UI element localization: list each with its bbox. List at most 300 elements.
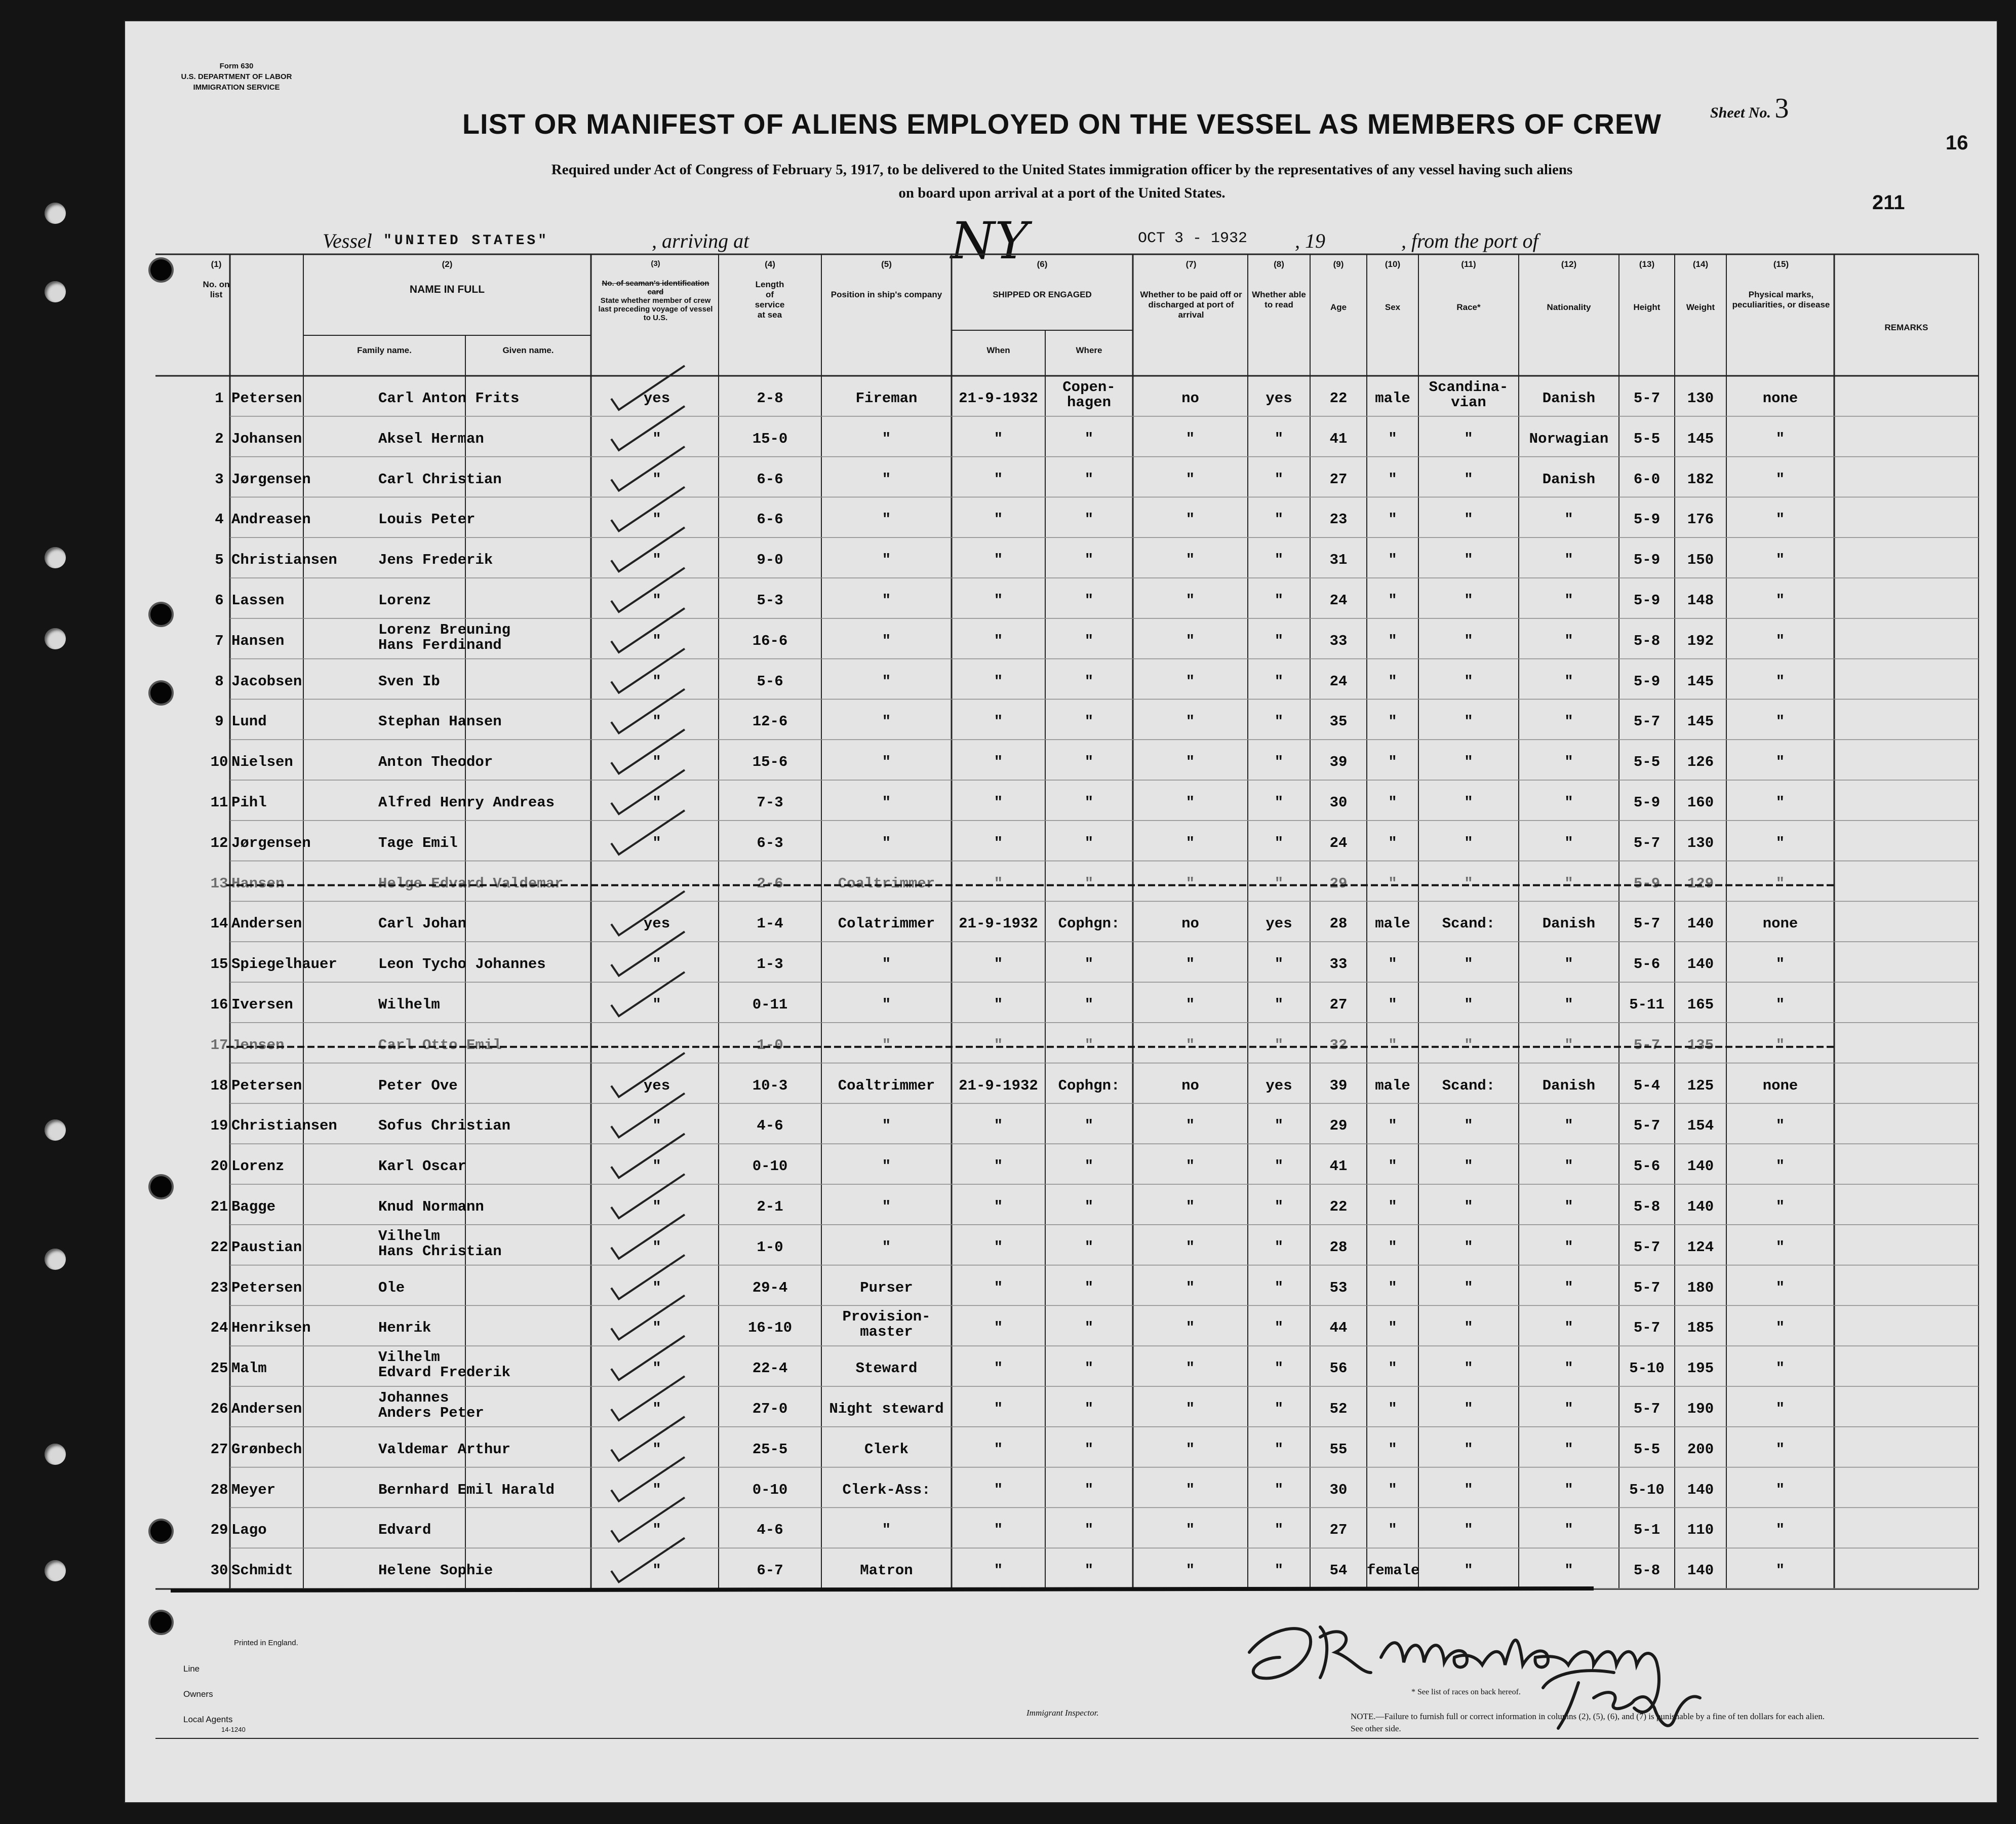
cell-given: Anton Theodor — [378, 754, 493, 771]
cell-paid: " — [1185, 1522, 1195, 1539]
cell-sex: " — [1388, 471, 1397, 488]
punch-hole — [45, 547, 66, 568]
cell-marks: " — [1775, 1036, 1785, 1054]
cell-race: " — [1464, 430, 1473, 447]
cell-service: 5-3 — [757, 592, 783, 609]
arriving-port: NY — [951, 211, 1029, 270]
cell-age: 32 — [1329, 1036, 1348, 1054]
col-heading-shipped: (6) SHIPPED OR ENGAGED — [993, 259, 1092, 299]
cell-read: " — [1274, 1522, 1284, 1539]
cell-race: " — [1464, 996, 1473, 1013]
arrival-date: OCT 3 - 1932 — [1138, 230, 1248, 247]
cell-read: " — [1274, 956, 1284, 973]
cell-service: 4-6 — [757, 1522, 783, 1539]
cell-race: " — [1464, 794, 1473, 811]
cell-no: 18 — [210, 1077, 228, 1094]
cell-no: 13 — [210, 875, 228, 892]
form-code: 14-1240 — [221, 1726, 246, 1733]
col-heading-height: (13) Height — [1633, 259, 1661, 312]
cell-height: 5-7 — [1633, 915, 1661, 933]
cell-paid: " — [1185, 996, 1195, 1013]
cell-position: Clerk-Ass: — [842, 1481, 931, 1498]
cell-age: 52 — [1329, 1401, 1348, 1417]
cell-prev: " — [652, 956, 661, 973]
col-heading-race: (11) Race* — [1456, 259, 1481, 312]
form-number: Form 630 — [219, 62, 254, 70]
cell-when: " — [994, 1320, 1003, 1337]
cell-prev: " — [652, 1360, 661, 1377]
cell-sex: " — [1388, 1441, 1397, 1458]
punch-hole — [45, 1444, 66, 1465]
cell-where: " — [1084, 632, 1094, 649]
cell-nat: " — [1564, 875, 1573, 892]
cell-weight: 140 — [1687, 956, 1714, 973]
cell-race: " — [1464, 1279, 1473, 1296]
col-heading-position: (5) Position in ship's company — [831, 259, 942, 299]
cell-sex: " — [1388, 592, 1397, 609]
cell-prev: " — [652, 1320, 661, 1337]
cell-when: " — [994, 673, 1003, 690]
cell-height: 5-1 — [1633, 1522, 1661, 1539]
cell-service: 15-6 — [752, 754, 788, 771]
cell-read: " — [1274, 1401, 1284, 1417]
cell-position: " — [882, 471, 891, 488]
cell-height: 5-8 — [1633, 1562, 1661, 1579]
cell-sex: " — [1388, 754, 1397, 771]
cell-family: Paustian — [231, 1238, 302, 1256]
cell-read: " — [1274, 430, 1284, 447]
cell-race: " — [1464, 1401, 1473, 1417]
cell-family: Jacobsen — [231, 673, 302, 690]
cell-weight: 145 — [1687, 430, 1714, 447]
cell-marks: " — [1775, 511, 1785, 528]
cell-marks: " — [1775, 471, 1785, 488]
cell-height: 5-5 — [1633, 430, 1661, 447]
cell-read: " — [1274, 1036, 1284, 1054]
service-name: IMMIGRATION SERVICE — [193, 83, 280, 92]
cell-race: " — [1464, 1036, 1473, 1054]
cell-nat: " — [1564, 1360, 1573, 1377]
cell-nat: " — [1564, 632, 1573, 649]
cell-age: 53 — [1329, 1279, 1348, 1296]
cell-no: 17 — [210, 1036, 228, 1054]
cell-age: 44 — [1329, 1320, 1348, 1337]
cell-height: 5-11 — [1629, 996, 1665, 1013]
cell-nat: " — [1564, 592, 1573, 609]
cell-service: 12-6 — [752, 713, 788, 730]
cell-prev: " — [652, 794, 661, 811]
cell-height: 5-8 — [1633, 632, 1661, 649]
cell-given: Leon Tycho Johannes — [378, 956, 546, 973]
manifest-sheet — [124, 20, 1998, 1803]
cell-no: 12 — [210, 834, 228, 851]
cell-race: " — [1464, 1320, 1473, 1337]
cell-no: 20 — [210, 1158, 228, 1175]
cell-prev: yes — [643, 390, 670, 407]
punch-hole — [45, 1560, 66, 1581]
cell-marks: " — [1775, 552, 1785, 569]
cell-service: 2-8 — [757, 390, 783, 407]
cell-family: Petersen — [231, 1077, 302, 1094]
cell-where: " — [1084, 1562, 1094, 1579]
cell-weight: 125 — [1687, 1077, 1714, 1094]
cell-when: " — [994, 1238, 1003, 1256]
cell-family: Jørgensen — [231, 834, 311, 851]
cell-height: 5-4 — [1633, 1077, 1661, 1094]
cell-nat: " — [1564, 956, 1573, 973]
cell-family: Jørgensen — [231, 471, 311, 488]
cell-given: Wilhelm — [378, 996, 440, 1013]
cell-given: Johannes Anders Peter — [378, 1389, 484, 1421]
cell-position: Fireman — [855, 390, 918, 407]
cell-when: " — [994, 834, 1003, 851]
cell-weight: 148 — [1687, 592, 1714, 609]
cell-sex: " — [1388, 1360, 1397, 1377]
cell-weight: 182 — [1687, 471, 1714, 488]
cell-when: " — [994, 552, 1003, 569]
cell-marks: " — [1775, 1238, 1785, 1256]
col-heading-weight: (14) Weight — [1686, 259, 1715, 312]
cell-paid: " — [1185, 1481, 1195, 1498]
cell-race: " — [1464, 713, 1473, 730]
cell-when: " — [994, 1036, 1003, 1054]
cell-age: 41 — [1329, 1158, 1348, 1175]
cell-nat: " — [1564, 1158, 1573, 1175]
cell-marks: none — [1762, 915, 1798, 933]
cell-service: 0-10 — [752, 1481, 788, 1498]
cell-no: 14 — [210, 915, 228, 933]
cell-where: Cophgn: — [1058, 1077, 1120, 1094]
cell-service: 6-6 — [757, 511, 783, 528]
cell-read: " — [1274, 1562, 1284, 1579]
cell-height: 5-6 — [1633, 1158, 1661, 1175]
cell-height: 5-9 — [1633, 592, 1661, 609]
cell-marks: none — [1762, 1077, 1798, 1094]
cell-age: 27 — [1329, 471, 1348, 488]
cell-paid: " — [1185, 1036, 1195, 1054]
cell-when: 21-9-1932 — [959, 915, 1038, 933]
arriving-label: , arriving at — [652, 229, 749, 252]
cell-height: 5-7 — [1633, 1117, 1661, 1135]
cell-when: " — [994, 996, 1003, 1013]
cell-where: Cophgn: — [1058, 915, 1120, 933]
cell-sex: " — [1388, 1036, 1397, 1054]
cell-sex: " — [1388, 956, 1397, 973]
cell-height: 5-9 — [1633, 552, 1661, 569]
cell-race: " — [1464, 632, 1473, 649]
cell-weight: 195 — [1687, 1360, 1714, 1377]
cell-sex: " — [1388, 1198, 1397, 1215]
cell-where: Copen- hagen — [1062, 379, 1116, 411]
cell-no: 9 — [215, 713, 224, 730]
cell-family: Meyer — [231, 1481, 276, 1498]
cell-race: " — [1464, 956, 1473, 973]
cell-sex: " — [1388, 1481, 1397, 1498]
cell-weight: 180 — [1687, 1279, 1714, 1296]
cell-no: 6 — [215, 592, 224, 609]
cell-weight: 140 — [1687, 1481, 1714, 1498]
cell-service: 2-6 — [757, 875, 783, 892]
cell-prev: " — [652, 552, 661, 569]
cell-nat: " — [1564, 794, 1573, 811]
cell-nat: " — [1564, 511, 1573, 528]
cell-paid: " — [1185, 794, 1195, 811]
cell-marks: " — [1775, 1198, 1785, 1215]
cell-where: " — [1084, 1036, 1094, 1054]
cell-where: " — [1084, 1441, 1094, 1458]
cell-age: 41 — [1329, 430, 1348, 447]
cell-given: Valdemar Arthur — [378, 1441, 511, 1458]
cell-nat: " — [1564, 1320, 1573, 1337]
subtitle-line: Required under Act of Congress of February 5, 1917, to be delivered to the United States immigration officer by the representatives of any vessel having such aliens — [551, 162, 1573, 178]
cell-when: " — [994, 1158, 1003, 1175]
cell-weight: 140 — [1687, 1198, 1714, 1215]
cell-given: Peter Ove — [378, 1077, 458, 1094]
cell-given: Carl Christian — [378, 471, 502, 488]
cell-where: " — [1084, 1401, 1094, 1417]
cell-prev: " — [652, 430, 661, 447]
cell-position: " — [882, 1238, 891, 1256]
cell-no: 3 — [215, 471, 224, 488]
cell-sex: " — [1388, 1522, 1397, 1539]
cell-nat: " — [1564, 1522, 1573, 1539]
cell-paid: " — [1185, 1320, 1195, 1337]
cell-where: " — [1084, 1279, 1094, 1296]
cell-family: Johansen — [231, 430, 302, 447]
cell-no: 23 — [210, 1279, 228, 1296]
cell-marks: " — [1775, 1441, 1785, 1458]
cell-read: " — [1274, 1238, 1284, 1256]
col-heading-sex: (10) Sex — [1385, 259, 1401, 312]
cell-nat: Danish — [1542, 390, 1596, 407]
cell-height: 5-7 — [1633, 390, 1661, 407]
cell-read: " — [1274, 1441, 1284, 1458]
cell-age: 24 — [1329, 834, 1348, 851]
cell-marks: " — [1775, 1117, 1785, 1135]
cell-service: 7-3 — [757, 794, 783, 811]
cell-service: 1-4 — [757, 915, 783, 933]
cell-sex: " — [1388, 834, 1397, 851]
punch-hole — [45, 1249, 66, 1270]
races-note: * See list of races on back hereof. — [1411, 1688, 1521, 1696]
cell-family: Malm — [231, 1360, 267, 1377]
cell-service: 27-0 — [752, 1401, 788, 1417]
cell-given: Carl Otto Emil — [378, 1036, 502, 1054]
cell-given: Tage Emil — [378, 834, 458, 851]
cell-family: Lassen — [231, 592, 285, 609]
cell-nat: " — [1564, 1198, 1573, 1215]
cell-race: " — [1464, 1522, 1473, 1539]
cell-family: Andreasen — [231, 511, 311, 528]
cell-service: 22-4 — [752, 1360, 788, 1377]
cell-marks: " — [1775, 956, 1785, 973]
cell-given: Ole — [378, 1279, 405, 1296]
cell-given: Louis Peter — [378, 511, 476, 528]
cell-family: Petersen — [231, 390, 302, 407]
cell-height: 5-6 — [1633, 956, 1661, 973]
cell-where: " — [1084, 1522, 1094, 1539]
cell-age: 27 — [1329, 1522, 1348, 1539]
cell-nat: " — [1564, 834, 1573, 851]
cell-sex: male — [1375, 1077, 1410, 1094]
cell-position: Coaltrimmer — [838, 875, 935, 892]
cell-where: " — [1084, 1198, 1094, 1215]
cell-age: 27 — [1329, 996, 1348, 1013]
cell-marks: " — [1775, 754, 1785, 771]
cell-no: 10 — [210, 754, 228, 771]
cell-race: " — [1464, 1198, 1473, 1215]
cell-marks: " — [1775, 632, 1785, 649]
cell-race: " — [1464, 754, 1473, 771]
cell-height: 5-10 — [1629, 1481, 1665, 1498]
cell-no: 27 — [210, 1441, 228, 1458]
cell-no: 24 — [210, 1320, 228, 1337]
cell-prev: " — [652, 632, 661, 649]
cell-nat: " — [1564, 1238, 1573, 1256]
cell-position: " — [882, 834, 891, 851]
cell-read: " — [1274, 794, 1284, 811]
cell-age: 28 — [1329, 915, 1348, 933]
cell-service: 1-0 — [757, 1238, 783, 1256]
cell-position: " — [882, 1158, 891, 1175]
cell-service: 16-6 — [752, 632, 788, 649]
cell-read: " — [1274, 996, 1284, 1013]
cell-nat: Danish — [1542, 1077, 1596, 1094]
cell-family: Lorenz — [231, 1158, 285, 1175]
cell-sex: male — [1375, 915, 1410, 933]
cell-read: yes — [1266, 915, 1292, 933]
cell-sex: " — [1388, 794, 1397, 811]
cell-paid: " — [1185, 1117, 1195, 1135]
cell-no: 4 — [215, 511, 224, 528]
cell-height: 5-7 — [1633, 1238, 1661, 1256]
cell-sex: " — [1388, 1401, 1397, 1417]
cell-weight: 110 — [1687, 1522, 1714, 1539]
cell-age: 55 — [1329, 1441, 1348, 1458]
cell-paid: " — [1185, 834, 1195, 851]
cell-no: 19 — [210, 1117, 228, 1135]
col-heading-paid-off: (7) Whether to be paid off or discharged at port of arrival — [1140, 259, 1242, 320]
cell-position: Provision- master — [842, 1308, 931, 1341]
cell-sex: " — [1388, 511, 1397, 528]
cell-age: 39 — [1329, 754, 1348, 771]
cell-when: " — [994, 1198, 1003, 1215]
cell-height: 5-5 — [1633, 1441, 1661, 1458]
cell-age: 33 — [1329, 632, 1348, 649]
col-heading-family-name: Family name. — [357, 345, 412, 355]
cell-service: 9-0 — [757, 552, 783, 569]
cell-position: Clerk — [864, 1441, 908, 1458]
cell-race: " — [1464, 471, 1473, 488]
cell-position: " — [882, 430, 891, 447]
cell-prev: " — [652, 713, 661, 730]
cell-sex: female — [1367, 1562, 1420, 1579]
cell-weight: 140 — [1687, 915, 1714, 933]
cell-race: " — [1464, 673, 1473, 690]
cell-marks: " — [1775, 1158, 1785, 1175]
cell-position: " — [882, 1522, 891, 1539]
inspector-signature — [1229, 1607, 1715, 1738]
cell-height: 5-7 — [1633, 1320, 1661, 1337]
cell-when: " — [994, 1360, 1003, 1377]
cell-where: " — [1084, 1238, 1094, 1256]
cell-prev: " — [652, 1198, 661, 1215]
cell-race: " — [1464, 875, 1473, 892]
cell-when: " — [994, 1441, 1003, 1458]
cell-no: 8 — [215, 673, 224, 690]
cell-when: " — [994, 1522, 1003, 1539]
cell-race: " — [1464, 1238, 1473, 1256]
end-of-list-rule — [171, 1588, 1594, 1590]
cell-read: " — [1274, 1198, 1284, 1215]
cell-service: 0-10 — [752, 1158, 788, 1175]
cell-marks: " — [1775, 1401, 1785, 1417]
cell-given: Lorenz Breuning Hans Ferdinand — [378, 621, 511, 653]
cell-family: Grønbech — [231, 1441, 302, 1458]
year-label: , 19 — [1295, 229, 1325, 252]
cell-weight: 140 — [1687, 1158, 1714, 1175]
cell-position: " — [882, 673, 891, 690]
cell-height: 5-9 — [1633, 511, 1661, 528]
cell-prev: " — [652, 754, 661, 771]
cell-prev: yes — [643, 1077, 670, 1094]
col-heading-name: (2) NAME IN FULL — [409, 259, 485, 295]
punch-hole — [45, 203, 66, 224]
cell-weight: 130 — [1687, 390, 1714, 407]
cell-given: Alfred Henry Andreas — [378, 794, 555, 811]
cell-prev: " — [652, 1117, 661, 1135]
cell-where: " — [1084, 673, 1094, 690]
cell-weight: 135 — [1687, 1036, 1714, 1054]
cell-weight: 192 — [1687, 632, 1714, 649]
cell-given: Sofus Christian — [378, 1117, 511, 1135]
cell-position: " — [882, 552, 891, 569]
cell-nat: " — [1564, 1401, 1573, 1417]
cell-no: 16 — [210, 996, 228, 1013]
cell-prev: yes — [643, 915, 670, 933]
cell-weight: 129 — [1687, 875, 1714, 892]
cell-paid: no — [1181, 915, 1199, 933]
cell-nat: " — [1564, 1441, 1573, 1458]
cell-marks: " — [1775, 996, 1785, 1013]
cell-age: 39 — [1329, 1077, 1348, 1094]
vessel-label: Vessel — [323, 229, 372, 252]
cell-service: 5-6 — [757, 673, 783, 690]
cell-position: " — [882, 1198, 891, 1215]
cell-family: Petersen — [231, 1279, 302, 1296]
cell-prev: " — [652, 471, 661, 488]
cell-when: " — [994, 471, 1003, 488]
cell-family: Hansen — [231, 875, 285, 892]
cell-paid: " — [1185, 1198, 1195, 1215]
cell-race: " — [1464, 552, 1473, 569]
col-heading-physical-marks: (15) Physical marks, peculiarities, or disease — [1732, 259, 1830, 309]
cell-prev: " — [652, 1481, 661, 1498]
cell-prev: " — [652, 1562, 661, 1579]
cell-race: " — [1464, 1481, 1473, 1498]
cell-height: 5-7 — [1633, 713, 1661, 730]
cell-no: 30 — [210, 1562, 228, 1579]
col-heading-remarks: REMARKS — [1884, 323, 1928, 332]
cell-nat: " — [1564, 996, 1573, 1013]
cell-service: 0-11 — [752, 996, 788, 1013]
cell-age: 33 — [1329, 956, 1348, 973]
inspector-label: Immigrant Inspector. — [1026, 1708, 1099, 1718]
cell-marks: " — [1775, 794, 1785, 811]
cell-given: Helene Sophie — [378, 1562, 493, 1579]
cell-when: " — [994, 956, 1003, 973]
cell-age: 35 — [1329, 713, 1348, 730]
